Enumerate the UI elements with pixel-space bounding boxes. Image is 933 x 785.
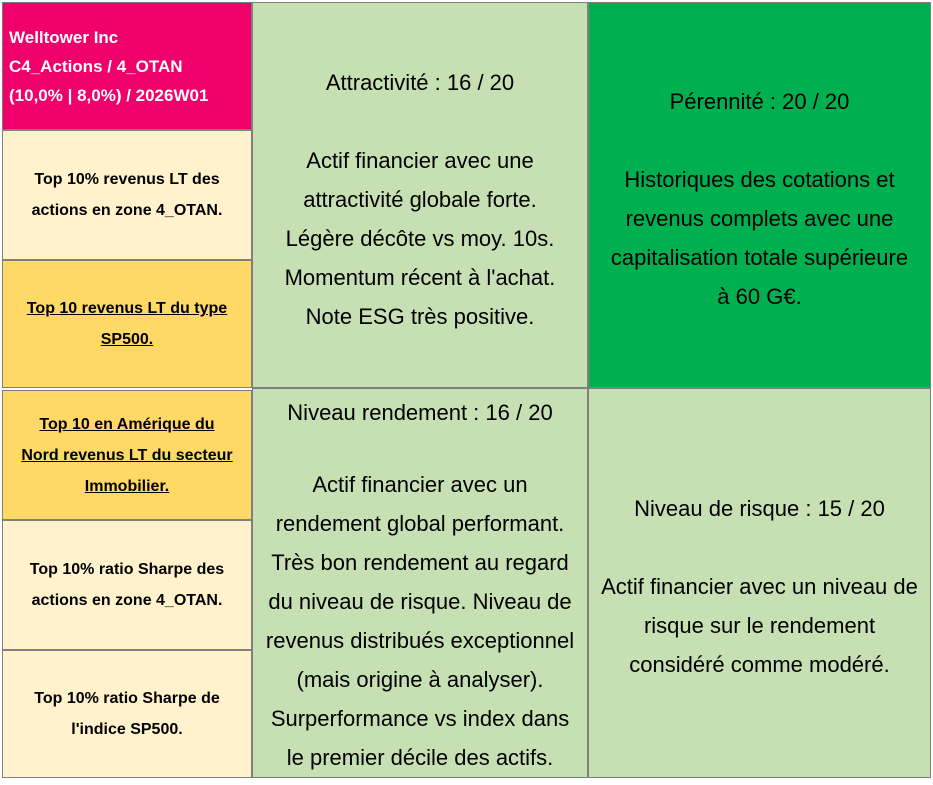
rendement-line: du niveau de risque. Niveau de xyxy=(268,589,572,614)
left-cell-line: actions en zone 4_OTAN. xyxy=(31,592,223,609)
rendement-line: Surperformance vs index dans xyxy=(270,706,570,731)
perennite-line: revenus complets avec une xyxy=(625,206,894,231)
left-cell-line: l'indice SP500. xyxy=(71,721,183,738)
rendement-line: revenus distribués exceptionnel xyxy=(265,628,575,653)
rendement-heading: Niveau rendement : 16 / 20 xyxy=(287,400,553,425)
rendement-cell xyxy=(252,388,588,778)
left-cell-link-line[interactable]: Top 10 en Amérique du xyxy=(39,415,215,433)
rendement-line: le premier décile des actifs. xyxy=(286,745,554,770)
left-cell-revenus-zone xyxy=(2,130,252,260)
rendement-line: rendement global performant. xyxy=(275,511,565,536)
perennite-cell xyxy=(588,2,931,388)
left-cell-link-line[interactable]: Top 10 revenus LT du type xyxy=(26,300,228,317)
left-cell-link-line[interactable]: Nord revenus LT du secteur xyxy=(21,446,233,464)
risque-cell xyxy=(588,388,931,778)
attractivite-heading: Attractivité : 16 / 20 xyxy=(325,70,515,95)
left-cell-secteur-immobilier[interactable] xyxy=(2,390,252,520)
risque-line: Actif financier avec un niveau de xyxy=(601,574,918,599)
perennite-line: à 60 G€. xyxy=(717,284,802,309)
risque-line: considéré comme modéré. xyxy=(629,652,890,677)
left-cell-revenus-sp500[interactable] xyxy=(2,260,252,388)
attractivite-line: Légère décôte vs moy. 10s. xyxy=(285,226,555,251)
perennite-heading: Pérennité : 20 / 20 xyxy=(669,89,850,114)
perennite-line: capitalisation totale supérieure xyxy=(610,245,909,270)
attractivite-line: Momentum récent à l'achat. xyxy=(284,265,556,290)
left-cell-line: Top 10% revenus LT des xyxy=(34,171,220,188)
left-cell-line: actions en zone 4_OTAN. xyxy=(31,202,223,219)
risque-heading: Niveau de risque : 15 / 20 xyxy=(634,496,885,521)
asset-params: (10,0% | 8,0%) / 2026W01 xyxy=(9,85,209,105)
perennite-line: Historiques des cotations et xyxy=(624,167,895,192)
rendement-line: Actif financier avec un xyxy=(312,472,528,497)
attractivite-line: Note ESG très positive. xyxy=(305,304,535,329)
risque-line: risque sur le rendement xyxy=(643,613,876,638)
left-cell-sharpe-zone xyxy=(2,520,252,650)
asset-title-cell xyxy=(2,2,252,130)
asset-category: C4_Actions / 4_OTAN xyxy=(9,56,183,76)
left-cell-line: Top 10% ratio Sharpe de xyxy=(34,690,220,707)
rendement-line: Très bon rendement au regard xyxy=(271,550,569,575)
attractivite-cell xyxy=(252,2,588,388)
left-cell-sharpe-sp500 xyxy=(2,650,252,778)
rendement-line: (mais origine à analyser). xyxy=(296,667,544,692)
attractivite-line: Actif financier avec une xyxy=(306,148,534,173)
attractivite-line: attractivité globale forte. xyxy=(303,187,537,212)
asset-name: Welltower Inc xyxy=(9,27,119,47)
left-cell-link-line[interactable]: SP500. xyxy=(100,331,154,348)
left-cell-link-line[interactable]: Immobilier. xyxy=(84,477,170,495)
left-cell-line: Top 10% ratio Sharpe des xyxy=(29,561,225,578)
